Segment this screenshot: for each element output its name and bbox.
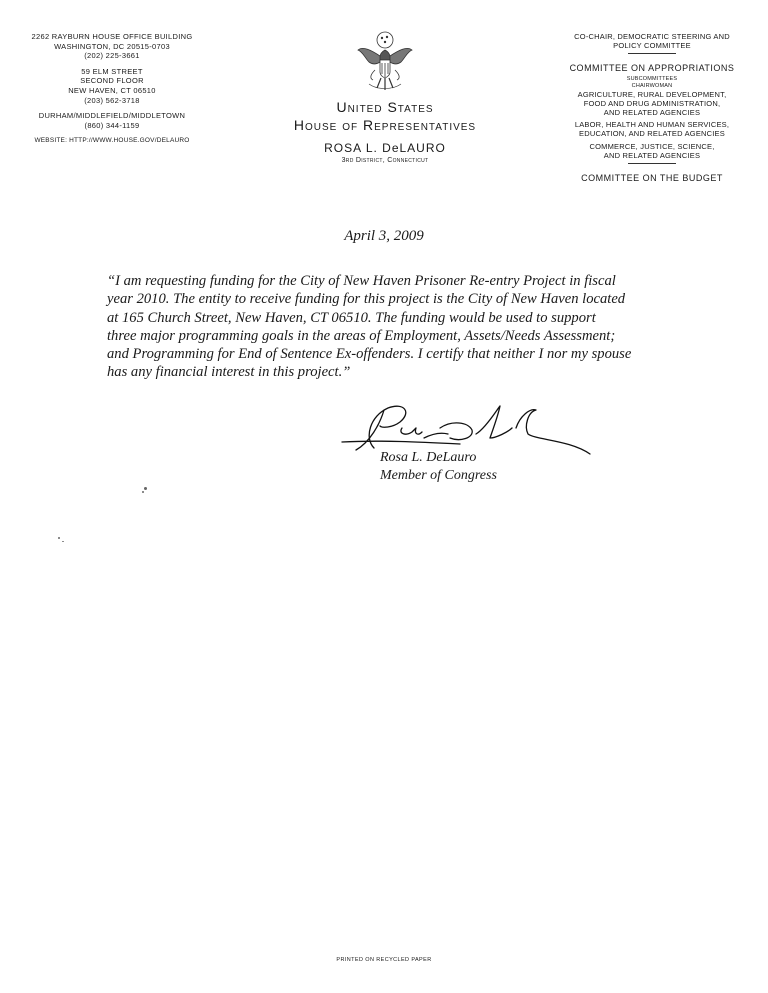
chairwoman-label: CHAIRWOMAN [631, 82, 673, 89]
cochair-line: CO-CHAIR, DEMOCRATIC STEERING AND [574, 32, 730, 41]
subcommittee-line: COMMERCE, JUSTICE, SCIENCE, [589, 141, 715, 151]
body-line: has any financial interest in this project.” [107, 364, 351, 381]
labor-subcommittee [566, 120, 738, 138]
body-line: at 165 Church Street, New Haven, CT 06510. The funding would be used to support [107, 309, 596, 326]
center-letterhead [270, 30, 500, 164]
house-of-representatives-title: House of Representatives [293, 117, 477, 133]
divider [628, 163, 676, 164]
address-line: (202) 225-3661 [84, 51, 140, 61]
signer-name: Rosa L. DeLauro [380, 450, 477, 465]
address-line: 59 ELM STREET [81, 66, 143, 76]
body-line: “I am requesting funding for the City of New Haven Prisoner Re-entry Project in fiscal [107, 273, 616, 289]
subcommittee-line: EDUCATION, AND RELATED AGENCIES [579, 129, 725, 139]
website-line: WEBSITE: HTTP://WWW.HOUSE.GOV/DELAURO [34, 137, 190, 145]
address-line: SECOND FLOOR [80, 76, 144, 86]
subcommittee-line: FOOD AND DRUG ADMINISTRATION, [583, 98, 721, 108]
letter-body [107, 272, 687, 382]
subcommittee-line: LABOR, HEALTH AND HUMAN SERVICES, [574, 120, 730, 130]
subcommittee-line: AGRICULTURE, RURAL DEVELOPMENT, [577, 89, 727, 99]
new-haven-office-address [22, 67, 202, 105]
signer-title: Member of Congress [380, 468, 497, 483]
scan-speck [58, 537, 60, 539]
subcommittees-label: SUBCOMMITTEES [626, 75, 678, 82]
subcommittee-line: AND RELATED AGENCIES [603, 150, 701, 160]
scan-speck [62, 541, 64, 542]
scan-speck [142, 491, 144, 493]
cochair-line: POLICY COMMITTEE [613, 41, 691, 51]
dc-office-address [22, 32, 202, 61]
divider [628, 53, 676, 54]
signer-block [380, 449, 497, 485]
united-states-title: United States [336, 99, 434, 115]
district-label: 3rd District, Connecticut [341, 157, 429, 164]
address-line: (203) 562-3718 [84, 95, 140, 105]
body-line: year 2010. The entity to receive funding for this project is the City of New Haven located [107, 291, 626, 308]
scan-speck [144, 487, 147, 490]
commerce-subcommittee [566, 142, 738, 160]
agriculture-subcommittee [566, 90, 738, 118]
right-letterhead [566, 32, 738, 185]
recycled-paper-footer: PRINTED ON RECYCLED PAPER [336, 957, 432, 963]
address-line: 2262 RAYBURN HOUSE OFFICE BUILDING [31, 32, 193, 41]
budget-committee: COMMITTEE ON THE BUDGET [581, 173, 723, 184]
address-line: NEW HAVEN, CT 06510 [68, 85, 156, 95]
member-name: ROSA L. DeLAURO [324, 141, 446, 155]
address-line: WASHINGTON, DC 20515-0703 [54, 41, 170, 51]
subcommittee-line: AND RELATED AGENCIES [603, 108, 701, 118]
eagle-seal-icon [355, 30, 415, 94]
district-office-address [22, 111, 202, 130]
body-line: three major programming goals in the areas of Employment, Assets/Needs Assessment; [107, 327, 616, 344]
letter-date: April 3, 2009 [344, 228, 424, 244]
left-letterhead [22, 32, 202, 146]
address-line: (860) 344-1159 [84, 120, 140, 130]
appropriations-committee: COMMITTEE ON APPROPRIATIONS [569, 63, 735, 74]
body-line: and Programming for End of Sentence Ex-offenders. I certify that neither I nor my spouse [107, 346, 632, 363]
address-line: DURHAM/MIDDLEFIELD/MIDDLETOWN [38, 111, 186, 121]
